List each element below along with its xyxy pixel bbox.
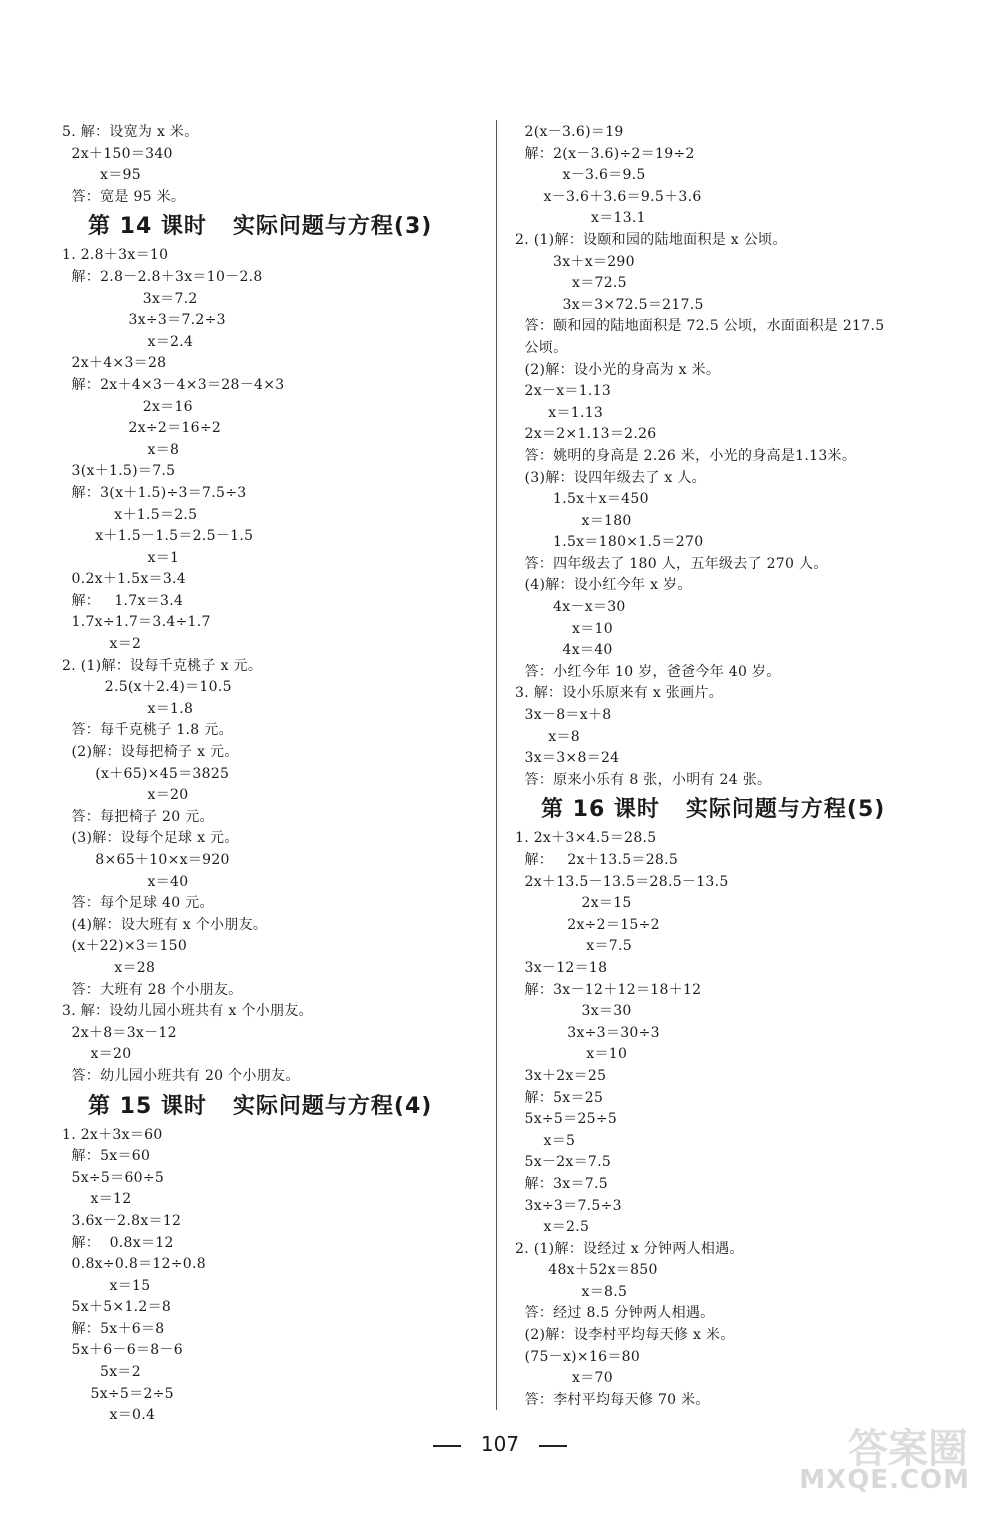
- answer-line: x＝20: [62, 1046, 132, 1063]
- answer-line: 3x＝30: [515, 1003, 632, 1020]
- answer-line: x＝95: [62, 167, 141, 184]
- answer-line: (4)解：设小红今年 x 岁。: [515, 577, 692, 594]
- answer-line: 0.2x＋1.5x＝3.4: [62, 571, 186, 588]
- answer-line: 解：2(x－3.6)÷2＝19÷2: [515, 145, 695, 162]
- answer-line: 4x－x＝30: [515, 599, 626, 616]
- answer-line: x＝8.5: [515, 1283, 628, 1300]
- answer-line: 2.5(x＋2.4)＝10.5: [62, 679, 232, 696]
- answer-line: x－3.6＝9.5: [515, 167, 646, 184]
- answer-line: 5x＋6－6＝8－6: [62, 1342, 183, 1359]
- answer-line: 答：幼儿园小班共有 20 个小朋友。: [62, 1067, 300, 1084]
- answer-line: 解：3x－12＋12＝18＋12: [515, 981, 702, 998]
- answer-line: 答：大班有 28 个小朋友。: [62, 981, 243, 998]
- answer-line: 解：5x＝25: [515, 1089, 604, 1106]
- answer-line: 答：每千克桃子 1.8 元。: [62, 722, 233, 739]
- answer-line: 解：3(x＋1.5)÷3＝7.5÷3: [62, 484, 247, 501]
- answer-line: x＝8: [515, 728, 580, 745]
- answer-line: (x＋65)×45＝3825: [62, 765, 230, 782]
- answer-line: x＝20: [62, 787, 189, 804]
- answer-line: 解：2x＋4×3－4×3＝28－4×3: [62, 376, 285, 393]
- answer-line: 5x＝2: [62, 1364, 141, 1381]
- answer-line: (3)解：设四年级去了 x 人。: [515, 469, 706, 486]
- answer-line: x＝28: [62, 959, 156, 976]
- answer-line: 答：姚明的身高是 2.26 米，小光的身高是1.13米。: [515, 447, 857, 464]
- answer-line: 2x－x＝1.13: [515, 383, 612, 400]
- answer-line: 2x＝2×1.13＝2.26: [515, 426, 657, 443]
- answer-line: x＝5: [515, 1132, 576, 1149]
- answer-line: 3x－12＝18: [515, 959, 608, 976]
- answer-line: x＝12: [62, 1191, 132, 1208]
- answer-line: (2)解：设每把椅子 x 元。: [62, 744, 239, 761]
- answer-line: 48x＋52x＝850: [515, 1262, 658, 1279]
- answer-line: 5x－2x＝7.5: [515, 1154, 612, 1171]
- answer-line: x＝70: [515, 1370, 613, 1387]
- answer-line: 2x＋150＝340: [62, 145, 173, 162]
- answer-line: 1. 2x＋3×4.5＝28.5: [515, 830, 657, 847]
- answer-line: x＝2.4: [62, 333, 194, 350]
- answer-line: 8×65＋10×x＝920: [62, 852, 230, 868]
- answer-line: 3x＝7.2: [62, 290, 198, 307]
- answer-line: 5x÷5＝60÷5: [62, 1169, 165, 1186]
- answer-line: x＋1.5－1.5＝2.5－1.5: [62, 528, 254, 545]
- answer-line: x＝8: [62, 441, 180, 458]
- answer-line: x＝1.8: [62, 700, 194, 717]
- answer-line: x＝15: [62, 1277, 151, 1294]
- answer-line: 5. 解：设宽为 x 米。: [62, 124, 199, 140]
- answer-line: 答：每个足球 40 元。: [62, 895, 214, 912]
- answer-line: 3x÷3＝30÷3: [515, 1024, 660, 1041]
- watermark: [778, 1417, 978, 1497]
- answer-line: 2. (1)解：设颐和园的陆地面积是 x 公顷。: [515, 231, 787, 248]
- answer-line: 5x÷5＝2÷5: [62, 1385, 174, 1402]
- answer-line: 答：原来小乐有 8 张，小明有 24 张。: [515, 771, 772, 788]
- answer-line: x＝180: [515, 512, 632, 529]
- answer-line: 5x＋5×1.2＝8: [62, 1299, 172, 1316]
- answer-line: x＝1: [62, 549, 180, 566]
- answer-line: 答：每把椅子 20 元。: [62, 808, 214, 825]
- answer-line: 答：经过 8.5 分钟两人相遇。: [515, 1305, 715, 1322]
- answer-line: x＋1.5＝2.5: [62, 506, 198, 523]
- answer-line: 3.6x－2.8x＝12: [62, 1212, 182, 1229]
- answer-line: 4x＝40: [515, 642, 613, 659]
- answer-line: 2. (1)解：设经过 x 分钟两人相遇。: [515, 1240, 744, 1257]
- answer-line: (2)解：设小光的身高为 x 米。: [515, 361, 721, 378]
- answer-line: 解：5x＋6＝8: [62, 1320, 165, 1337]
- answer-line: x－3.6＋3.6＝9.5＋3.6: [515, 188, 702, 205]
- answer-line: 3x＝3×8＝24: [515, 750, 620, 767]
- watermark-logo: 答案圈: [848, 1426, 968, 1472]
- answer-line: 答：颐和园的陆地面积是 72.5 公顷，水面面积是 217.5: [515, 318, 885, 335]
- section-heading: 第 14 课时 实际问题与方程(3): [62, 214, 433, 240]
- answer-line: 1. 2x＋3x＝60: [62, 1126, 163, 1143]
- answer-line: 1.7x÷1.7＝3.4÷1.7: [62, 614, 211, 631]
- answer-line: x＝13.1: [515, 210, 646, 227]
- answer-line: x＝10: [515, 1046, 628, 1063]
- answer-line: 解： 0.8x＝12: [62, 1234, 174, 1251]
- footer-dash-left: [433, 1445, 461, 1447]
- answer-line: 解：3x＝7.5: [515, 1175, 608, 1192]
- answer-line: 5x÷5＝25÷5: [515, 1111, 618, 1128]
- answer-line: 解：5x＝60: [62, 1148, 151, 1165]
- answer-line: 解： 1.7x＝3.4: [62, 592, 184, 609]
- answer-line: 3x＋2x＝25: [515, 1067, 607, 1084]
- answer-line: 3(x＋1.5)＝7.5: [62, 463, 176, 480]
- answer-line: x＝10: [515, 620, 613, 637]
- answer-line: 解： 2x＋13.5＝28.5: [515, 852, 679, 868]
- section-heading: 第 16 课时 实际问题与方程(5): [515, 797, 886, 823]
- answer-line: 3x－8＝x＋8: [515, 707, 612, 724]
- answer-line: x＝72.5: [515, 275, 627, 292]
- footer-dash-right: [539, 1445, 567, 1447]
- column-divider: [496, 120, 497, 1410]
- answer-line: 1.5x＋x＝450: [515, 491, 649, 508]
- answer-line: 答：小红今年 10 岁，爸爸今年 40 岁。: [515, 663, 781, 680]
- answer-line: 答：宽是 95 米。: [62, 188, 186, 205]
- answer-line: 3x＋x＝290: [515, 253, 635, 270]
- answer-line: 1. 2.8＋3x＝10: [62, 247, 169, 264]
- answer-line: (x＋22)×3＝150: [62, 938, 188, 955]
- answer-line: x＝7.5: [515, 938, 632, 955]
- answer-line: x＝1.13: [515, 404, 604, 421]
- answer-line: 3x÷3＝7.5÷3: [515, 1197, 622, 1214]
- watermark-url: MXQE.COM: [799, 1465, 970, 1495]
- answer-line: 3. 解：设小乐原来有 x 张画片。: [515, 685, 724, 702]
- answer-line: 2x＝15: [515, 895, 632, 912]
- answer-line: 答：四年级去了 180 人，五年级去了 270 人。: [515, 555, 828, 572]
- answer-line: x＝2.5: [515, 1219, 590, 1236]
- answer-line: x＝2: [62, 636, 142, 653]
- answer-line: 3. 解：设幼儿园小班共有 x 个小朋友。: [62, 1003, 313, 1020]
- answer-line: (75－x)×16＝80: [515, 1348, 641, 1365]
- answer-line: 答：李村平均每天修 70 米。: [515, 1391, 710, 1408]
- answer-line: x＝40: [62, 873, 189, 890]
- answer-line: 3x÷3＝7.2÷3: [62, 312, 226, 329]
- left-column: [62, 122, 482, 1427]
- answer-line: 3x＝3×72.5＝217.5: [515, 296, 704, 313]
- answer-line: (2)解：设李村平均每天修 x 米。: [515, 1327, 735, 1344]
- answer-line: (3)解：设每个足球 x 元。: [62, 830, 239, 847]
- answer-line: 2. (1)解：设每千克桃子 x 元。: [62, 657, 263, 674]
- answer-line: 2x＝16: [62, 398, 193, 415]
- section-heading: 第 15 课时 实际问题与方程(4): [62, 1093, 433, 1119]
- answer-line: 1.5x＝180×1.5＝270: [515, 534, 704, 551]
- answer-line: (4)解：设大班有 x 个小朋友。: [62, 916, 268, 933]
- answer-line: 2x÷2＝16÷2: [62, 420, 222, 437]
- answer-line: 公顷。: [515, 339, 568, 356]
- answer-line: 0.8x÷0.8＝12÷0.8: [62, 1256, 206, 1273]
- right-column: [515, 122, 955, 1411]
- answer-line: x＝0.4: [62, 1407, 156, 1424]
- answer-line: 2(x－3.6)＝19: [515, 124, 624, 140]
- page-number: 107: [480, 1432, 520, 1456]
- answer-line: 2x＋4×3＝28: [62, 355, 167, 372]
- answer-line: 2x＋13.5－13.5＝28.5－13.5: [515, 873, 729, 890]
- answer-line: 2x÷2＝15÷2: [515, 916, 660, 933]
- answer-line: 解：2.8－2.8＋3x＝10－2.8: [62, 268, 263, 285]
- answer-line: 2x＋8＝3x－12: [62, 1024, 177, 1041]
